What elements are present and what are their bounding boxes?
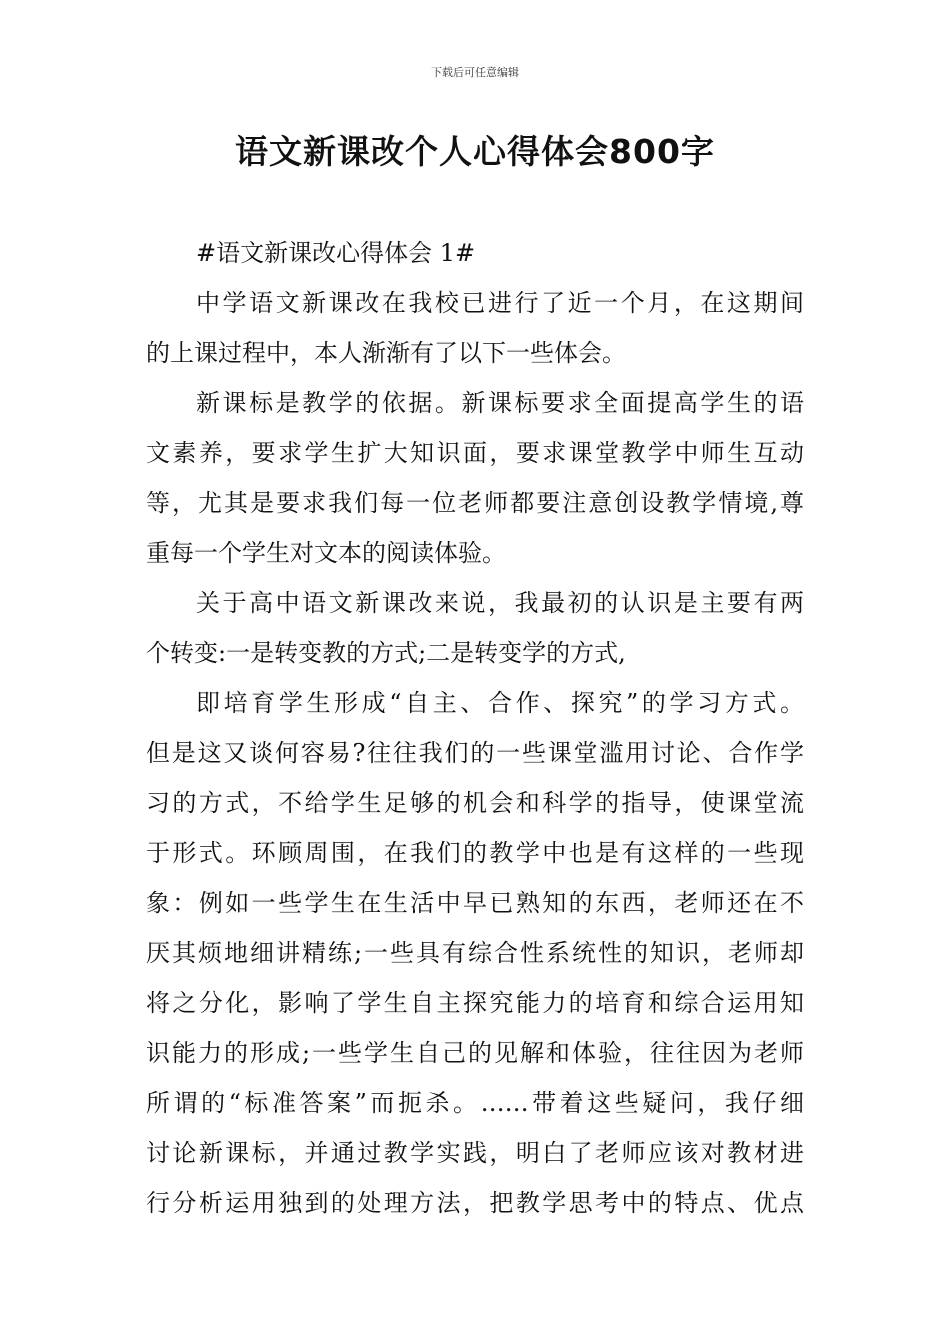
text-line: 习的方式，不给学生足够的机会和科学的指导，使课堂流 [146, 789, 804, 817]
text-line: 等，尤其是要求我们每一位老师都要注意创设教学情境,尊 [146, 489, 804, 517]
text-line: 但是这又谈何容易?往往我们的一些课堂滥用讨论、合作学 [146, 739, 804, 767]
text-line: 新课标是教学的依据。新课标要求全面提高学生的语 [196, 389, 804, 417]
text-line: 重每一个学生对文本的阅读体验。 [146, 539, 506, 567]
text-line: #语文新课改心得体会 1# [196, 239, 476, 267]
text-line: 即培育学生形成“自主、合作、探究”的学习方式。 [196, 689, 804, 717]
text-line: 个转变:一是转变教的方式;二是转变学的方式, [146, 639, 626, 667]
document-body [146, 228, 804, 1228]
document-title: 语文新课改个人心得体会800字 [235, 132, 715, 171]
text-line: 将之分化，影响了学生自主探究能力的培育和综合运用知 [146, 989, 804, 1017]
header-note: 下载后可任意编辑 [431, 66, 519, 79]
text-line: 中学语文新课改在我校已进行了近一个月，在这期间 [196, 289, 804, 317]
text-line: 识能力的形成;一些学生自己的见解和体验，往往因为老师 [146, 1039, 804, 1067]
text-line: 行分析运用独到的处理方法，把教学思考中的特点、优点 [146, 1189, 804, 1217]
text-line: 讨论新课标，并通过教学实践，明白了老师应该对教材进 [146, 1139, 804, 1167]
text-line: 厌其烦地细讲精练;一些具有综合性系统性的知识，老师却 [146, 939, 804, 967]
text-line: 的上课过程中，本人渐渐有了以下一些体会。 [146, 339, 626, 367]
text-line: 文素养，要求学生扩大知识面，要求课堂教学中师生互动 [146, 439, 804, 467]
text-line: 于形式。环顾周围，在我们的教学中也是有这样的一些现 [146, 839, 804, 867]
text-line: 象：例如一些学生在生活中早已熟知的东西，老师还在不 [146, 889, 804, 917]
text-line: 关于高中语文新课改来说，我最初的认识是主要有两 [196, 589, 804, 617]
text-line: 所谓的“标准答案”而扼杀。……带着这些疑问，我仔细 [146, 1089, 804, 1117]
